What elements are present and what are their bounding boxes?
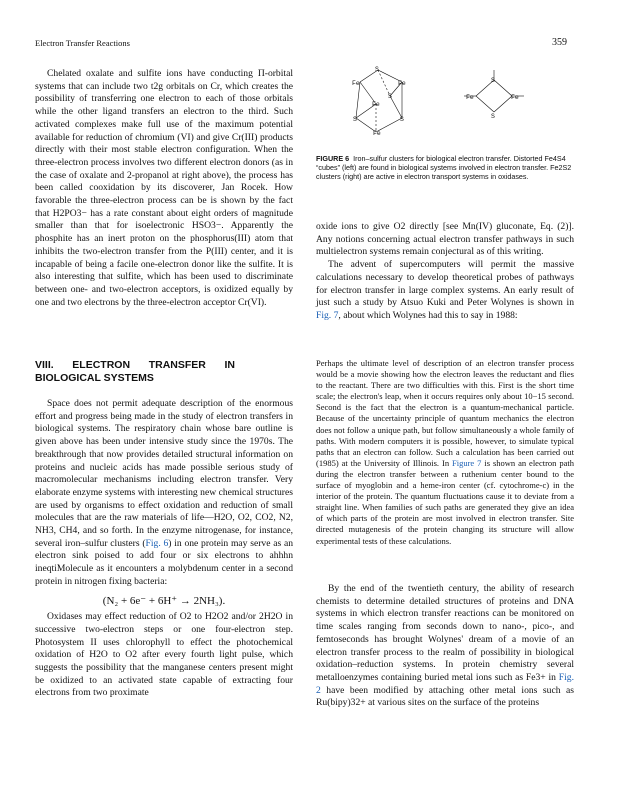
atom-fe: Fe [466,94,474,101]
paragraph-oxide-ions: oxide ions to give O2 directly [see Mn(IV) gluconate, Eq. (2)]. Any notions concerning actual electron transfer pathways in such multielectron systems remain conjectural as of this writing. [316,221,574,258]
atom-fe: Fe [511,94,519,101]
fig6-link[interactable]: Fig. 6 [145,537,169,549]
paragraph-biological-systems [35,398,293,589]
paragraph-body-tail: have been modified by attaching other metal ions such as Ru(bipy)32+ at various sites on the surface of the proteins [316,684,574,709]
running-title: Electron Transfer Reactions [35,38,130,48]
paragraph-body-tail: ) in one protein may serve as an electron sink poised to add four or six electrons to ahhhn ineqtiMolecule as it encounters a molybdenum center in a second protein in nitrogen fixing bacteria: [35,537,294,587]
atom-s: S [491,113,495,120]
section-heading [35,359,293,385]
figure-6 [316,62,574,150]
atom-fe: Fe [398,80,406,87]
atom-s: S [375,66,379,73]
atom-s: S [353,116,357,123]
fig2-link[interactable]: Fig. 2 [316,671,574,696]
atom-fe: Fe [373,130,381,137]
figure-caption [316,154,574,182]
paragraph-body: The advent of supercomputers will permit the massive calculations necessary to develop theoretical probes of pathways for electron transfer in large complex systems. An early result of just such a study by Atsuo Kuki and Peter Wolynes is shown in [316,259,574,309]
paragraph-body: Space does not permit adequate description of the enormous effort and progress being made in the study of electron transfers in biological systems. The respiratory chain whose bare outline is given above has been under intensive study since the 1970s. The breakthrough that now provides detailed structural information on proteins and nucleic acids has made possible serious study of macromolecular mechanisms including electron transfer. Very elaborate enzyme systems with interesting new chemical structures are used by organisms to effect oxidation and reduction of small molecules that are the raw materials of life—H2O, O2, CO2, N2, NH3, CH4, and so forth. In the enzyme nitrogenase, for instance, several iron–sulfur clusters ( [35,398,293,549]
right-column-lower [316,583,574,710]
quote-body: Perhaps the ultimate level of description of an electron transfer process would be a movie showing how the electron leaves the reductant and flies to the reactant. There are two difficulties with this. First is the short time scale; the electron's leap, when it occurs requires only about 10−15 second. Second is the fact that the electron is a quantum-mechanical particle. Because of the uncertainty principle of quantum mechanics the electron does not follow a unique path, but follow simultaneously a whole family of paths. With modern computers it is possible, however, to simulate typical paths that an electron can follow. Such a calculation has been carried out (1985) at the University of Illinois. In [316,358,574,468]
right-column [316,221,574,323]
figure-label: FIGURE 6 [316,154,350,163]
left-column [35,68,293,309]
paragraph-supercomputers [316,259,574,323]
atom-s: S [388,93,392,100]
nitrogen-fixation-equation: (N₂ + 6e⁻ + 6H⁺ → 2NH₃). [102,594,226,607]
quote-body-tail: is shown an electron path during the electron transfer between a ruthenium center bound to the surface of myoglobin and a heme-iron center (cf. cytochrome-c) in the interior of the protein. The quantum fluctuations cause it to deviate from a straight line. When families of such paths are generated they give an idea of which parts of the protein are most involved in electron transfer. Site directed mutagenesis of the protein changing its structure will allow experimental tests of these calculations. [316,457,574,546]
wolynes-quote [316,358,574,547]
figure7-link[interactable]: Figure 7 [452,457,482,468]
iron-sulfur-clusters-diagram [316,62,574,150]
paragraph-chelated-oxalate: Chelated oxalate and sulfite ions have conducting Π-orbital systems that can include two t2g orbitals on Cr, which creates the possibility of transferring one electron to each of those orbitals while the other ligand transfers an electron to the third. Such activated complexes make full use of the maximum potential available for reduction of chromium (VI) and give Cr(III) products directly with their most stable electron configuration. When the three-electron process involves two different electron donors (as in the case of oxalate and 2-propanol at right above), the process has been called cooxidation by its discoverer, Jan Rocek. How favorable the three-electron process can be is shown by the fact that H2PO3− has a rate constant about eight orders of magnitude smaller than that for isoelectronic HSO3−. Apparently the phosphite has an inert proton on the phosphorus(III) atom that inhibits the two-electron transfer from the P(III) center, and it is incapable of being a facile one-electron donor like the sulfite. It is also interesting that sulfite, which has been used to discriminate between one- and two-electron acceptors, is oxidized equally by one and two electrons by the three-electron acceptor Cr(VI). [35,68,293,308]
section-heading-text: VIII. ELECTRON TRANSFER IN BIOLOGICAL SYSTEMS [35,359,235,384]
atom-fe: Fe [352,80,360,87]
paragraph-twentieth-century [316,583,574,710]
page-number: 359 [552,37,567,48]
atom-s: S [400,116,404,123]
figure-caption-text: Iron–sulfur clusters for biological electron transfer. Distorted Fe4S4 “cubes” (left) are found in biological systems involved in electron transfer. Fe2S2 clusters (right) are active in electron transport systems in oxidases. [316,154,572,182]
paragraph-body: By the end of the twentieth century, the ability of research chemists to determine detailed structures of proteins and DNA systems in which electron transfer reactions can be monitored on time scales ranging from seconds down to nano-, pico-, and femtoseconds has brought Wolynes' dream of a movie of an electron transfer process to the realm of possibility in biological oxidation–reduction systems. In protein chemistry several metalloenzymes containing buried metal ions such as Fe3+ in [316,583,574,683]
atom-fe: Fe [372,101,380,108]
paragraph-body-tail: , about which Wolynes had this to say in 1988: [338,309,518,321]
paragraph-oxidases: Oxidases may effect reduction of O2 to H2O2 and/or 2H2O in successive two-electron steps or one four-electron step. Photosystem II uses chlorophyll to effect the photochemical oxidation of H2O to O2 after every fourth light pulse, which suggests the possibility that the manganese centers present might be oxidized to an activated state capable of extracting four electrons from two proximate [35,611,293,699]
quote-text [316,358,574,547]
atom-s: S [491,77,495,84]
fig7-link[interactable]: Fig. 7 [316,309,339,321]
left-column-lower [35,398,293,700]
